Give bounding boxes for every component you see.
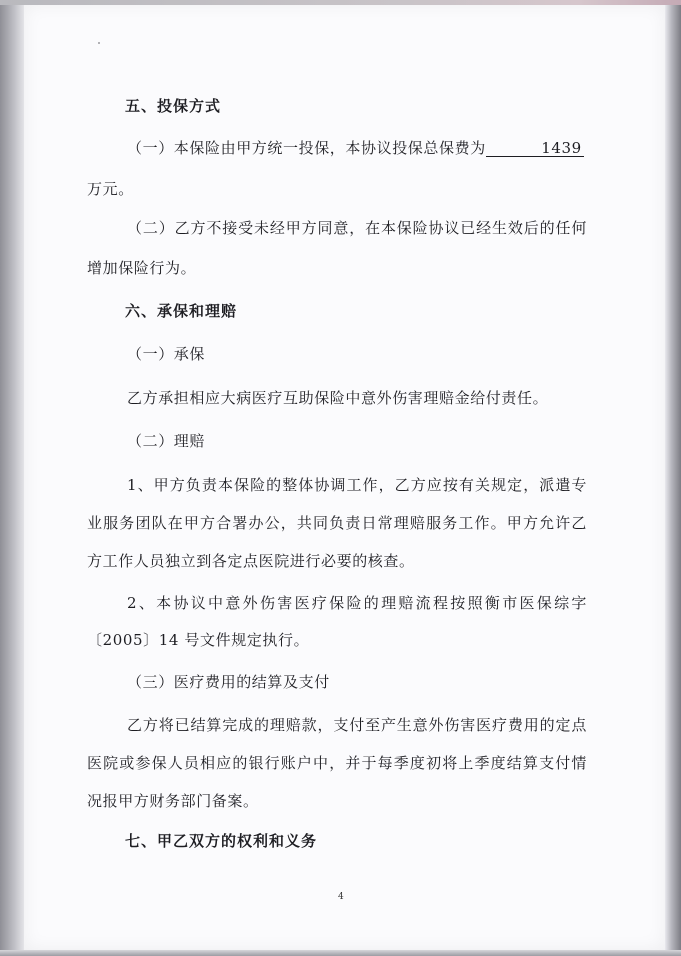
section-six-heading: 六、承保和理赔 bbox=[125, 302, 238, 320]
section-five-paragraph-one bbox=[127, 137, 584, 158]
settlement-paragraph-line-3: 况报甲方财务部门备案。 bbox=[87, 792, 259, 810]
settlement-paragraph-line-1: 乙方将已结算完成的理赔款，支付至产生意外伤害医疗费用的定点 bbox=[127, 716, 587, 734]
subsection-settlement-title: （三）医疗费用的结算及支付 bbox=[127, 673, 330, 691]
subsection-claims-title: （二）理赔 bbox=[127, 432, 206, 450]
claims-item-one-line-2: 业服务团队在甲方合署办公，共同负责日常理赔服务工作。甲方允许乙 bbox=[87, 514, 587, 532]
scan-speck bbox=[98, 42, 100, 44]
section-five-paragraph-two-line-1: （二）乙方不接受未经甲方同意，在本保险协议已经生效后的任何 bbox=[127, 219, 587, 237]
page-number: 4 bbox=[338, 892, 344, 902]
scan-top-edge bbox=[0, 0, 681, 5]
section-seven-heading: 七、甲乙双方的权利和义务 bbox=[125, 832, 318, 850]
section-five-paragraph-two-line-2: 增加保险行为。 bbox=[87, 259, 197, 277]
section-five-heading: 五、投保方式 bbox=[125, 97, 222, 115]
subsection-underwriting-text: 乙方承担相应大病医疗互助保险中意外伤害理赔金给付责任。 bbox=[127, 389, 549, 407]
claims-item-two-line-1: 2、本协议中意外伤害医疗保险的理赔流程按照衡市医保综字 bbox=[127, 594, 587, 612]
claims-item-one-line-3: 方工作人员独立到各定点医院进行必要的核查。 bbox=[87, 552, 415, 570]
subsection-underwriting-title: （一）承保 bbox=[127, 345, 206, 363]
claims-item-two-line-2: 〔2005〕14 号文件规定执行。 bbox=[87, 631, 310, 649]
settlement-paragraph-line-2: 医院或参保人员相应的银行账户中，并于每季度初将上季度结算支付情 bbox=[87, 754, 587, 772]
scan-bottom-edge bbox=[0, 950, 681, 956]
scan-left-edge bbox=[0, 0, 24, 956]
premium-amount-blank: 1439 bbox=[486, 140, 584, 157]
scan-right-edge bbox=[665, 0, 681, 956]
claims-item-one-line-1: 1、甲方负责本保险的整体协调工作，乙方应按有关规定，派遣专 bbox=[127, 476, 587, 494]
paragraph-text: （一）本保险由甲方统一投保，本协议投保总保费为 bbox=[127, 139, 486, 157]
section-five-paragraph-one-tail: 万元。 bbox=[87, 180, 134, 198]
